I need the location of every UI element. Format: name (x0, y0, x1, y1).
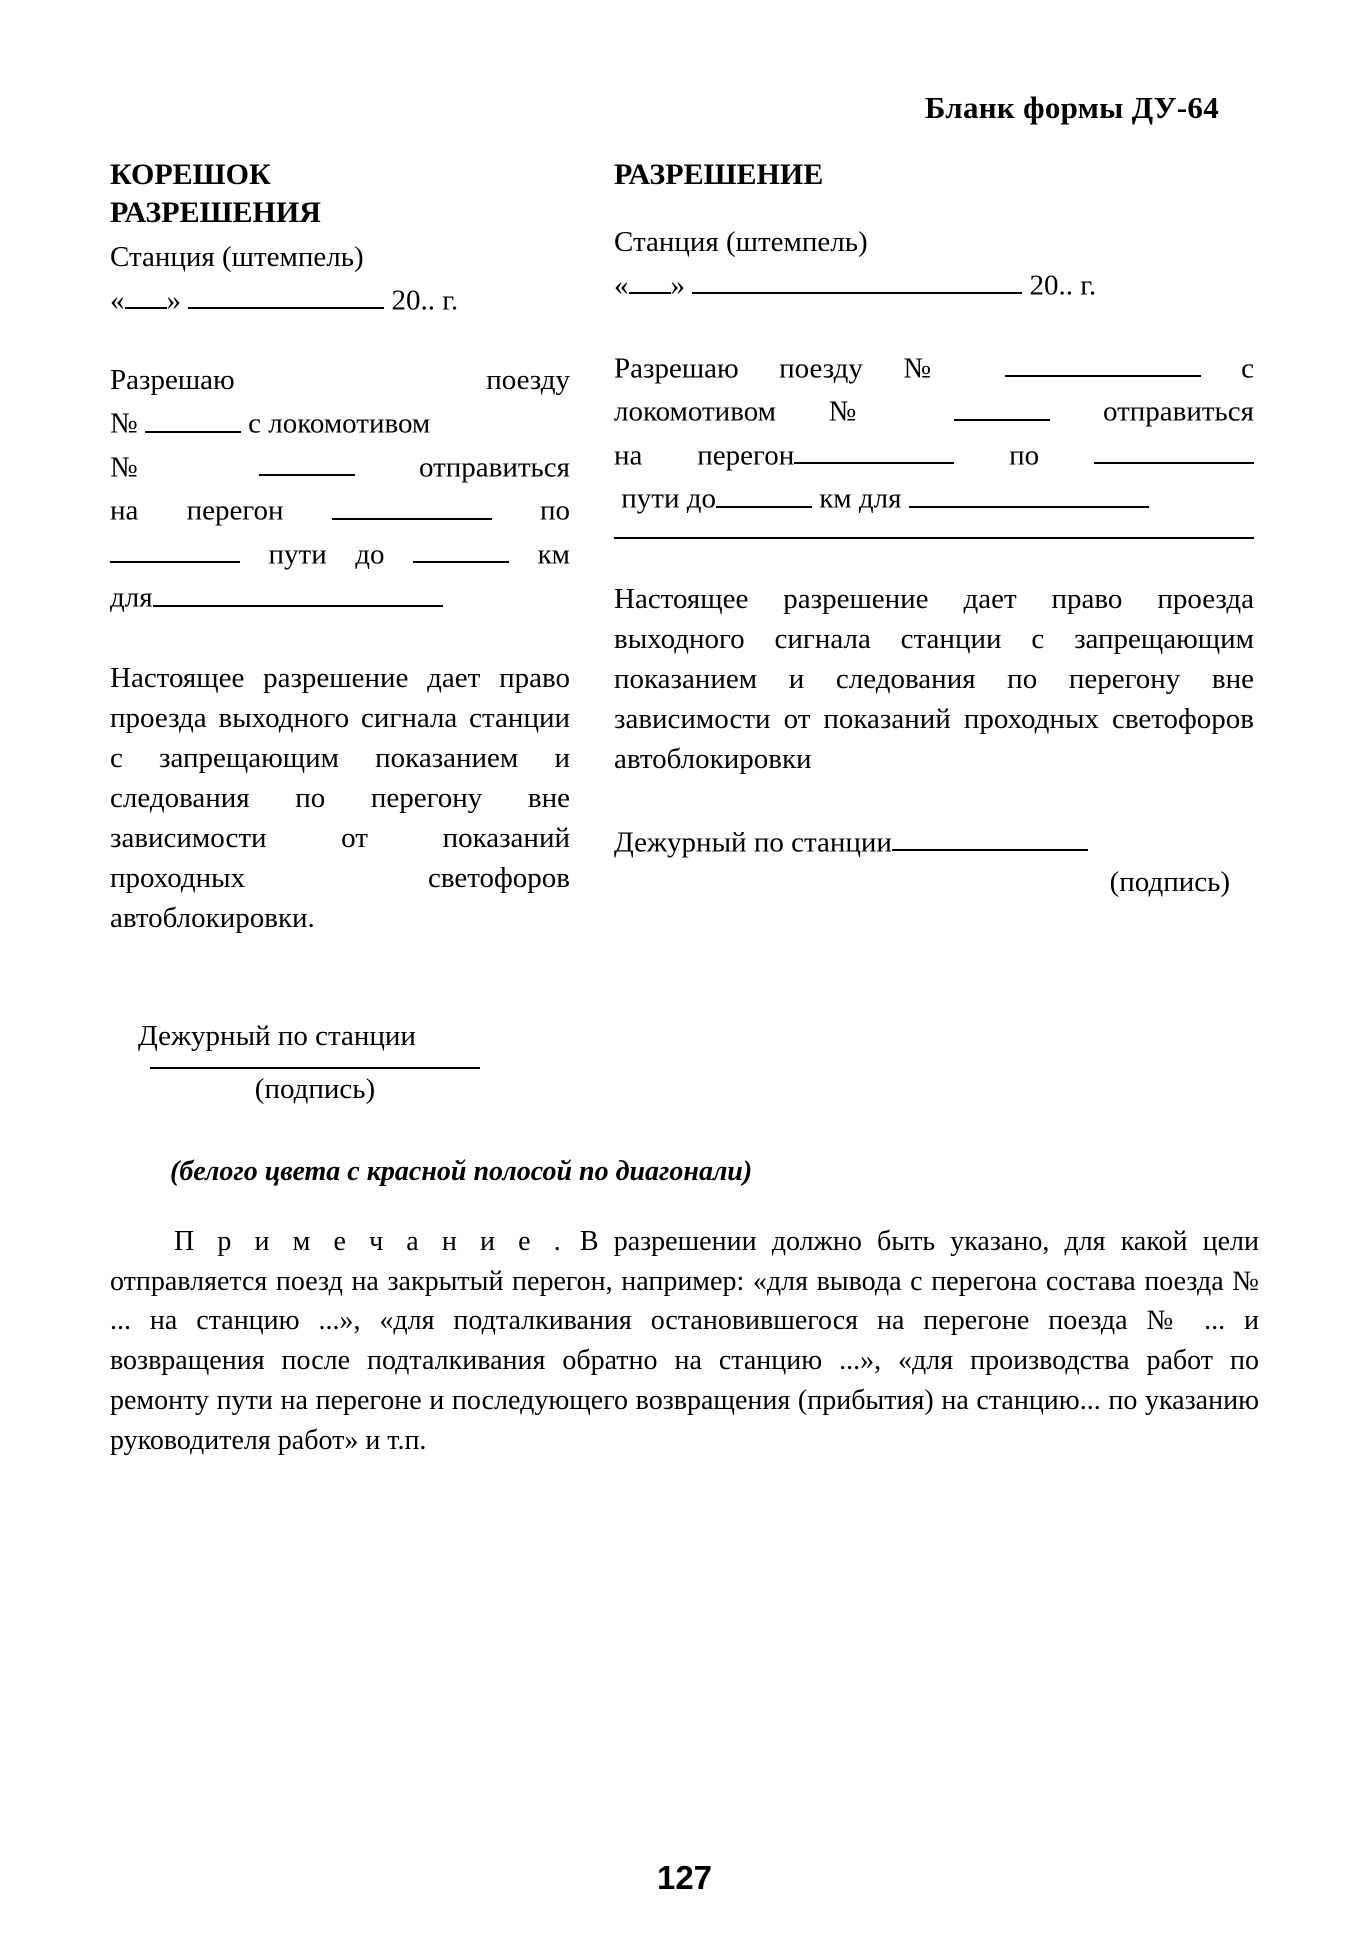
stub-title-line2: РАЗРЕШЕНИЯ (110, 195, 321, 229)
stub-train-number-blank[interactable] (145, 400, 241, 432)
stub-column (110, 156, 570, 1106)
stub-title (110, 156, 570, 231)
permission-title: РАЗРЕШЕНИЕ (614, 158, 824, 191)
stub-date-line (110, 277, 570, 320)
stub-permit-line6 (110, 574, 570, 617)
permission-track-to: пути до (621, 482, 716, 515)
stub-km-blank[interactable] (413, 531, 509, 563)
permission-loco-number-blank[interactable] (954, 388, 1050, 420)
permission-with: с (1241, 352, 1255, 385)
page-number: 127 (656, 1859, 713, 1896)
stub-permit-line5 (110, 531, 570, 574)
permission-column (614, 156, 1254, 899)
stub-permit-km: км (537, 538, 571, 571)
permission-date-year: 20.. г. (1029, 268, 1097, 301)
permission-signature-caption: (подпись) (1109, 866, 1230, 899)
permission-date-quote-open: « (614, 268, 629, 301)
stub-loco-number-symbol: № (110, 451, 195, 484)
permission-date-line (614, 262, 1254, 305)
permission-body-text: Настоящее разрешение дает право проезда выходного сигнала станции с запрещающим показанием и следования по перегону вне зависимости от показаний проходных светофоров автоблокировки (614, 582, 1254, 775)
permission-date-month-blank[interactable] (692, 262, 1022, 294)
stub-date-day-blank[interactable] (125, 277, 167, 309)
stub-signature-caption: (подпись) (254, 1072, 376, 1105)
stub-title-line1: КОРЕШОК (110, 158, 271, 191)
permission-station-label: Станция (штемпель) (614, 225, 868, 258)
permission-by-blank[interactable] (1094, 432, 1254, 464)
stub-permit-word-train: поезду (486, 364, 570, 397)
stub-permit-with-loco: с локомотивом (248, 407, 431, 440)
stub-date-year: 20.. г. (391, 284, 459, 317)
permission-by: по (1009, 439, 1040, 472)
stub-permit-block (110, 360, 570, 617)
stub-date-quote-open: « (110, 284, 125, 317)
permission-permit-line2 (614, 388, 1254, 431)
permission-train-number-blank[interactable] (1005, 345, 1201, 377)
stub-permit-line2 (110, 400, 570, 443)
stub-permit-line3 (110, 444, 570, 487)
stub-permit-to-section: на перегон (110, 494, 284, 527)
stub-loco-number-blank[interactable] (259, 444, 355, 476)
stub-permit-for: для (110, 581, 153, 614)
forms-columns (110, 156, 1259, 1106)
stub-date-quote-close: » (166, 284, 181, 317)
stub-track-blank[interactable] (110, 531, 240, 563)
stub-train-number-symbol: № (110, 407, 138, 440)
color-note: (белого цвета с красной полосой по диагонали) (170, 1155, 753, 1187)
permission-loco-label: локомотивом № (614, 395, 902, 428)
stub-date-month-blank[interactable] (188, 277, 384, 309)
permission-duty-officer-label: Дежурный по станции (614, 826, 892, 859)
permission-signature-blank[interactable] (892, 819, 1088, 851)
footnote (110, 1222, 1259, 1461)
stub-section-blank[interactable] (332, 487, 492, 519)
permission-to-section: на перегон (614, 439, 795, 472)
permission-permit-line1 (614, 345, 1254, 388)
permission-duty-line (614, 819, 1254, 862)
stub-permit-word-allow: Разрешаю (110, 364, 235, 397)
stub-body-text: Настоящее разрешение дает право проезда выходного сигнала станции с запрещающим показанием и следования по перегону вне зависимости от показаний проходных светофоров автоблокировки. (110, 661, 570, 934)
permission-depart: отправиться (1102, 395, 1254, 428)
permission-km-for: км для (819, 482, 902, 515)
footnote-text: В разрешении должно быть указано, для какой цели отправляется поезд на закрытый перегон, например: «для вывода с перегона состава поезда № ... на станцию ...», «для подталкивания остановившегося на перегоне поезда № ... и возвращения после подталкивания обратно на станцию ...», «для производства работ по ремонту пути на перегоне и последующего возвращения (прибытия) на станцию... по указанию руководителя работ» и т.п. (110, 1225, 1259, 1456)
permission-km-blank[interactable] (716, 475, 812, 507)
permission-purpose-blank[interactable] (909, 475, 1149, 507)
permission-date-day-blank[interactable] (629, 262, 671, 294)
stub-permit-by: по (539, 494, 570, 527)
stub-station-label: Станция (штемпель) (110, 241, 364, 273)
permission-permit-line4 (614, 475, 1254, 518)
stub-permit-line1 (110, 360, 570, 400)
permission-permit-line3 (614, 432, 1254, 475)
permission-permit-block (614, 345, 1254, 539)
form-header: Бланк формы ДУ-64 (924, 90, 1219, 125)
stub-permit-depart: отправиться (418, 451, 570, 484)
permission-section-blank[interactable] (794, 432, 954, 464)
permission-date-quote-close: » (670, 268, 685, 301)
stub-permit-track-to: пути до (268, 538, 385, 571)
stub-permit-line4 (110, 487, 570, 530)
footnote-label: П р и м е ч а н и е . (174, 1225, 565, 1257)
permission-allow-train: Разрешаю поезду № (614, 352, 965, 385)
stub-purpose-blank[interactable] (153, 574, 443, 606)
stub-duty-officer-label: Дежурный по станции (138, 1019, 416, 1052)
